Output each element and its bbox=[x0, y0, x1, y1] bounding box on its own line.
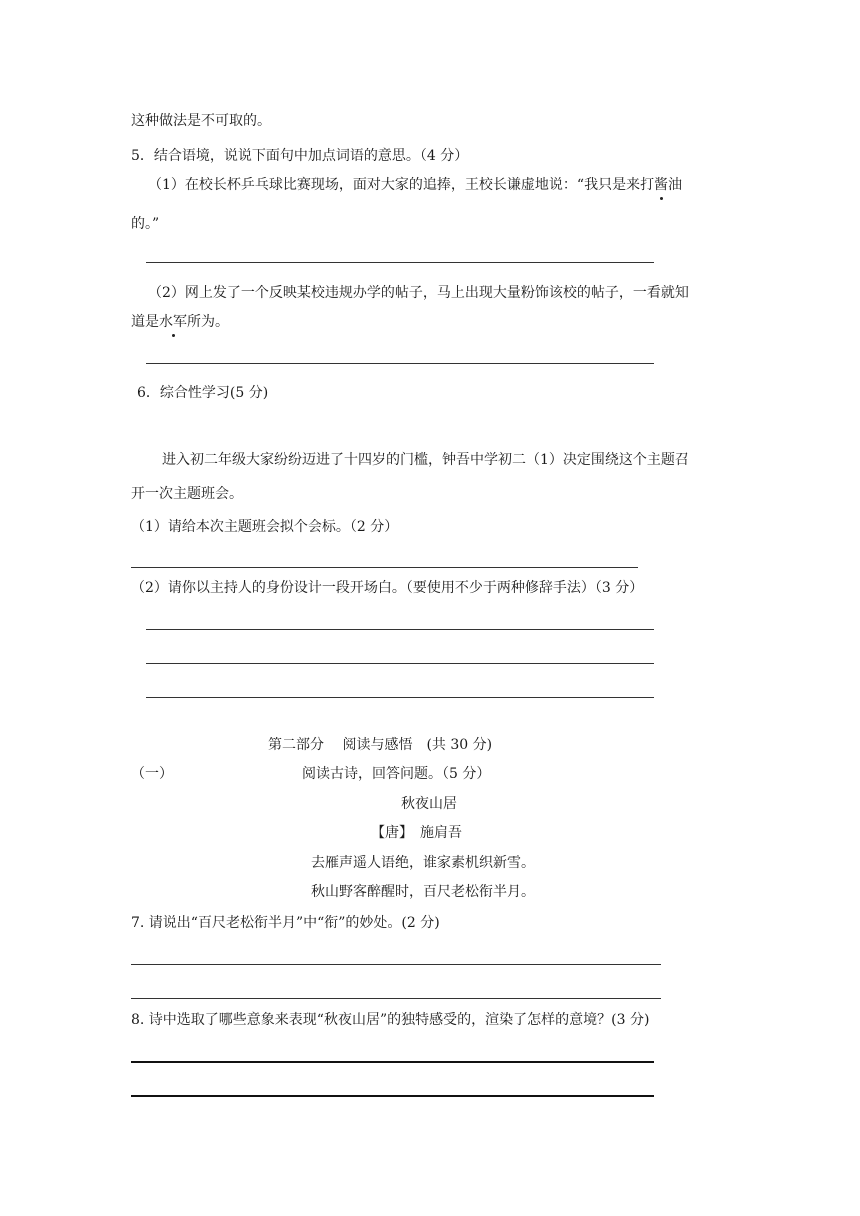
section-title: 阅读古诗，回答问题。（5 分） bbox=[302, 766, 491, 782]
question-5-item-2-cont bbox=[131, 312, 229, 332]
part-2-header: 第二部分 阅读与感悟 (共 30 分) bbox=[268, 737, 493, 753]
answer-line[interactable] bbox=[146, 629, 654, 630]
poem-title: 秋夜山居 bbox=[401, 796, 457, 812]
question-6-title: 6．综合性学习(5 分) bbox=[137, 385, 269, 401]
item-1-text: （1）在校长杯乒乓球比赛现场，面对大家的追捧，王校长谦虚地说：“我只是来 bbox=[148, 177, 641, 193]
item-2-post: 所为。 bbox=[187, 314, 229, 330]
poem-line-2: 秋山野客醉醒时，百尺老松衔半月。 bbox=[311, 884, 535, 900]
answer-line[interactable] bbox=[146, 363, 654, 364]
poem-line-1: 去雁声遥人语绝，谁家素机织新雪。 bbox=[311, 855, 535, 871]
answer-line[interactable] bbox=[146, 663, 654, 664]
emphasized-term-1: 打酱油 bbox=[640, 177, 683, 193]
answer-line[interactable] bbox=[131, 567, 638, 568]
question-6-intro-cont: 开一次主题班会。 bbox=[131, 486, 243, 502]
question-5-item-1 bbox=[148, 175, 682, 195]
question-5-item-2: （2）网上发了一个反映某校违规办学的帖子，马上出现大量粉饰该校的帖子，一看就知 bbox=[148, 285, 689, 301]
question-7-title: 7. 请说出“百尺老松衔半月”中“衔”的妙处。(2 分) bbox=[131, 915, 440, 931]
poem-author: 【唐】 施肩吾 bbox=[371, 825, 462, 841]
answer-line[interactable] bbox=[146, 697, 654, 698]
section-label: （一） bbox=[131, 766, 173, 782]
answer-line[interactable] bbox=[131, 964, 661, 965]
answer-line[interactable] bbox=[146, 262, 654, 263]
item-2-pre: 道是 bbox=[131, 314, 159, 330]
answer-line[interactable] bbox=[131, 1061, 654, 1063]
question-5-title: 5．结合语境，说说下面句中加点词语的意思。（4 分） bbox=[131, 148, 469, 164]
question-6-sub-1: （1）请给本次主题班会拟个会标。（2 分） bbox=[131, 519, 399, 535]
question-6-sub-2: （2）请你以主持人的身份设计一段开场白。（要使用不少于两种修辞手法）（3 分） bbox=[131, 580, 644, 596]
continuation-line: 这种做法是不可取的。 bbox=[131, 113, 271, 129]
answer-line[interactable] bbox=[131, 1095, 654, 1097]
question-5-item-1-end: 的。” bbox=[131, 216, 160, 232]
question-6-intro: 进入初二年级大家纷纷迈进了十四岁的门槛，钟吾中学初二（1）决定围绕这个主题召 bbox=[162, 452, 689, 468]
emphasized-term-2: 水军 bbox=[159, 314, 187, 330]
answer-line[interactable] bbox=[131, 998, 661, 999]
question-8-title: 8. 诗中选取了哪些意象来表现“秋夜山居”的独特感受的，渲染了怎样的意境？(3 分) bbox=[131, 1012, 650, 1028]
